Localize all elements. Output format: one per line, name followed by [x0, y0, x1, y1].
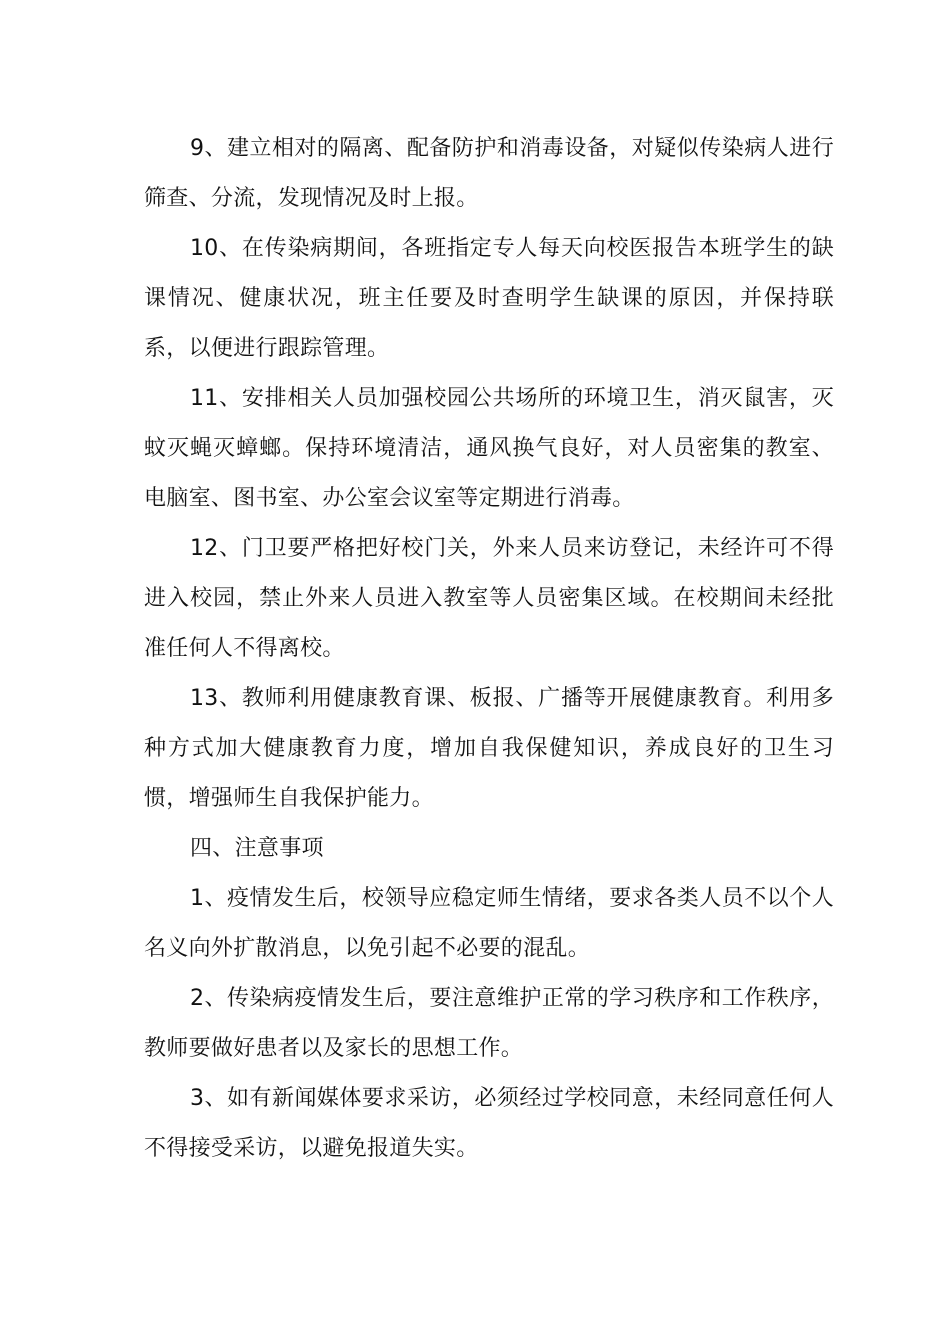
- notes-item-3: 3、如有新闻媒体要求采访，必须经过学校同意，未经同意任何人不得接受采访，以避免报道失实。: [144, 1086, 834, 1161]
- paragraph-item-9: 9、建立相对的隔离、配备防护和消毒设备，对疑似传染病人进行筛查、分流，发现情况及时上报。: [144, 136, 834, 211]
- paragraph-item-12: 12、门卫要严格把好校门关，外来人员来访登记，未经许可不得进入校园，禁止外来人员进入教室等人员密集区域。在校期间未经批准任何人不得离校。: [144, 536, 834, 661]
- paragraph-item-11: 11、安排相关人员加强校园公共场所的环境卫生，消灭鼠害，灭蚊灭蝇灭蟑螂。保持环境清洁，通风换气良好，对人员密集的教室、电脑室、图书室、办公室会议室等定期进行消毒。: [144, 386, 834, 511]
- document-page: [144, 124, 834, 1174]
- notes-item-1: 1、疫情发生后，校领导应稳定师生情绪，要求各类人员不以个人名义向外扩散消息，以免引起不必要的混乱。: [144, 886, 834, 961]
- paragraph-item-13: 13、教师利用健康教育课、板报、广播等开展健康教育。利用多种方式加大健康教育力度，增加自我保健知识，养成良好的卫生习惯，增强师生自我保护能力。: [144, 686, 834, 811]
- paragraph-item-10: 10、在传染病期间，各班指定专人每天向校医报告本班学生的缺课情况、健康状况，班主任要及时查明学生缺课的原因，并保持联系，以便进行跟踪管理。: [144, 236, 834, 361]
- section-heading-notes: 四、注意事项: [190, 836, 324, 861]
- notes-item-2: 2、传染病疫情发生后，要注意维护正常的学习秩序和工作秩序，教师要做好患者以及家长的思想工作。: [144, 986, 834, 1061]
